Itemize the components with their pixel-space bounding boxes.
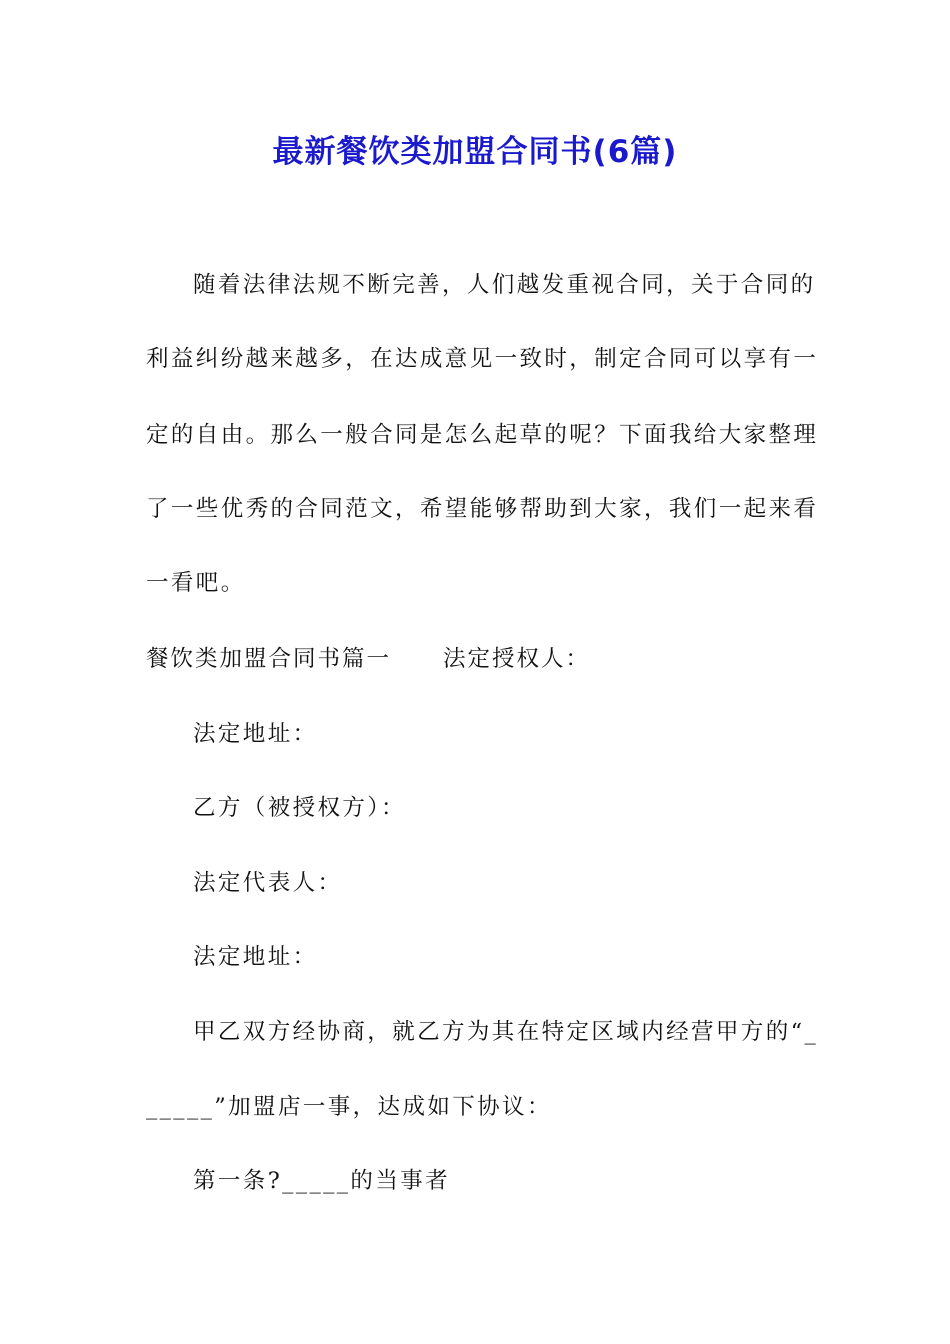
page-title: 最新餐饮类加盟合同书(6篇) bbox=[272, 134, 678, 170]
authorized-person-label: 法定授权人： bbox=[443, 646, 591, 672]
intro-line-2: 利益纠纷越来越多，在达成意见一致时，制定合同可以享有一 bbox=[146, 346, 819, 372]
field-address-b: 法定地址： bbox=[193, 944, 318, 970]
intro-line-1: 随着法律法规不断完善，人们越发重视合同，关于合同的 bbox=[193, 272, 816, 298]
intro-line-3: 定的自由。那么一般合同是怎么起草的呢？下面我给大家整理 bbox=[146, 422, 819, 448]
article-1: 第一条?_____的当事者 bbox=[193, 1168, 451, 1194]
intro-line-5: 一看吧。 bbox=[146, 570, 246, 596]
agreement-line-1: 甲乙双方经协商，就乙方为其在特定区域内经营甲方的“_ bbox=[193, 1019, 819, 1045]
field-representative: 法定代表人： bbox=[193, 870, 343, 896]
section-heading: 餐饮类加盟合同书篇一 bbox=[146, 646, 392, 672]
agreement-line-2: _____”加盟店一事，达成如下协议： bbox=[146, 1094, 552, 1120]
field-address-a: 法定地址： bbox=[193, 721, 318, 747]
intro-line-4: 了一些优秀的合同范文，希望能够帮助到大家，我们一起来看 bbox=[146, 496, 819, 522]
section-heading-row bbox=[146, 644, 590, 674]
field-party-b: 乙方（被授权方）： bbox=[193, 795, 406, 821]
